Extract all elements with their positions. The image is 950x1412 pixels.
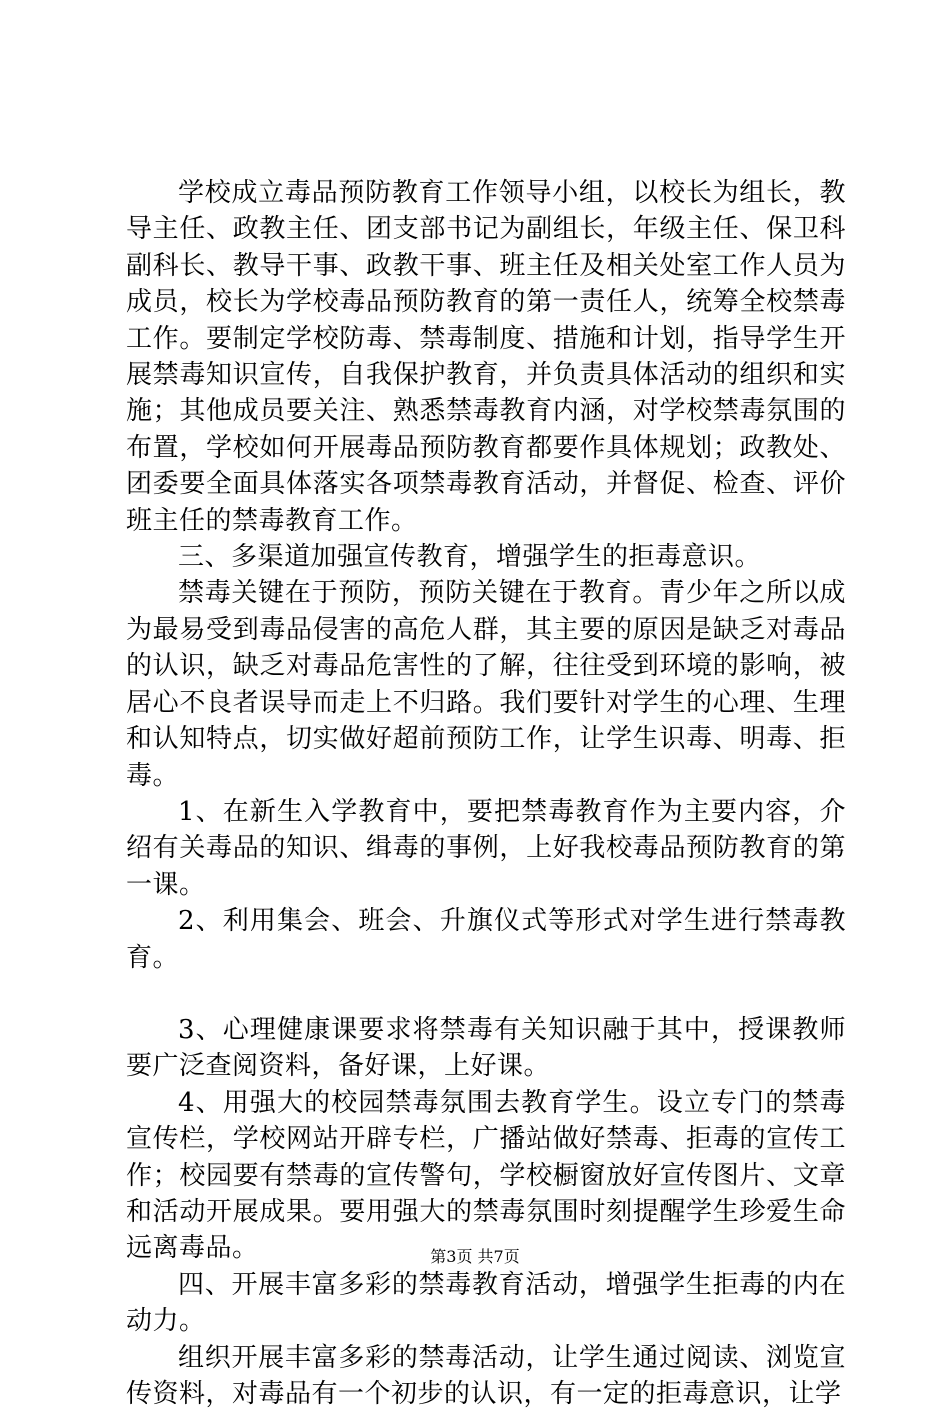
list-item-4: 4、用强大的校园禁毒氛围去教育学生。设立专门的禁毒宣传栏，学校网站开辟专栏，广播站做好禁毒、拒毒的宣传工作；校园要有禁毒的宣传警句，学校橱窗放好宣传图片、文章和活动开展成果。要用强大的禁毒氛围时刻提醒学生珍爱生命远离毒品。 — [126, 1087, 846, 1264]
list-item-1: 1、在新生入学教育中，要把禁毒教育作为主要内容，介绍有关毒品的知识、缉毒的事例，上好我校毒品预防教育的第一课。 — [126, 796, 846, 900]
page-number-footer: 第3页 共7页 — [430, 1247, 520, 1266]
section-heading-4: 四、开展丰富多彩的禁毒教育活动，增强学生拒毒的内在动力。 — [126, 1269, 846, 1337]
paragraph-leadership-group: 学校成立毒品预防教育工作领导小组，以校长为组长，教导主任、政教主任、团支部书记为副组长，年级主任、保卫科副科长、教导干事、政教干事、班主任及相关处室工作人员为成员，校长为学校毒品预防教育的第一责任人，统筹全校禁毒工作。要制定学校防毒、禁毒制度、措施和计划，指导学生开展禁毒知识宣传，自我保护教育，并负责具体活动的组织和实施；其他成员要关注、熟悉禁毒教育内涵，对学校禁毒氛围的布置，学校如何开展毒品预防教育都要作具体规划；政教处、团委要全面具体落实各项禁毒教育活动，并督促、检查、评价班主任的禁毒教育工作。 — [126, 178, 846, 536]
list-item-2: 2、利用集会、班会、升旗仪式等形式对学生进行禁毒教育。 — [126, 906, 846, 973]
paragraph-prevention: 禁毒关键在于预防，预防关键在于教育。青少年之所以成为最易受到毒品侵害的高危人群，其主要的原因是缺乏对毒品的认识，缺乏对毒品危害性的了解，往往受到环境的影响，被居心不良者误导而走上不归路。我们要针对学生的心理、生理和认知特点，切实做好超前预防工作，让学生识毒、明毒、拒毒。 — [126, 578, 846, 791]
list-item-3: 3、心理健康课要求将禁毒有关知识融于其中，授课教师要广泛查阅资料，备好课，上好课。 — [126, 1014, 846, 1082]
paragraph-activities: 组织开展丰富多彩的禁毒活动，让学生通过阅读、浏览宣传资料，对毒品有一个初步的认识，有一定的拒毒意识，让学 — [126, 1342, 846, 1409]
section-heading-3: 三、多渠道加强宣传教育，增强学生的拒毒意识。 — [178, 542, 762, 573]
document-body — [126, 175, 846, 1412]
